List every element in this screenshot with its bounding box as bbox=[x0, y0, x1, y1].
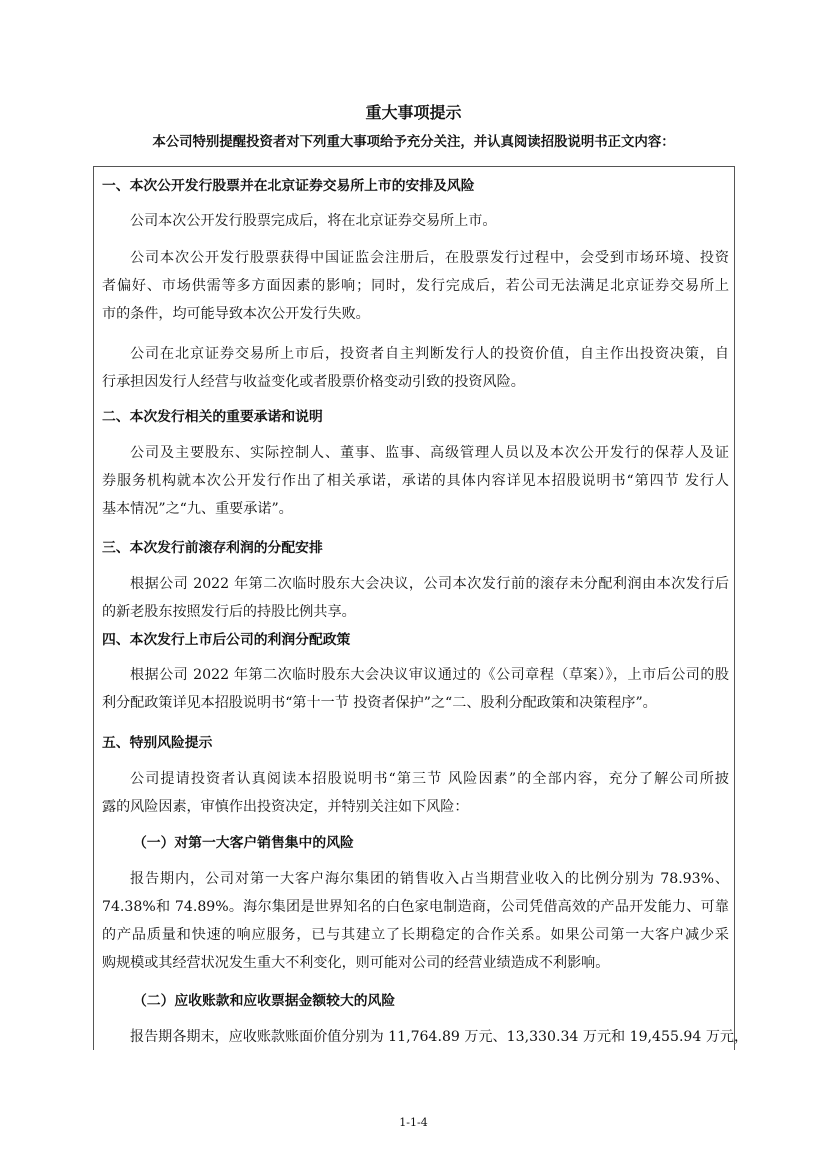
paragraph-line: 基本情况”之“九、重要承诺”。 bbox=[102, 501, 293, 517]
section-heading-1: 一、本次公开发行股票并在北京证券交易所上市的安排及风险 bbox=[102, 178, 475, 194]
paragraph-line: 露的风险因素，审慎作出投资决定，并特别关注如下风险： bbox=[102, 799, 469, 815]
paragraph-line: 公司本次公开发行股票获得中国证监会注册后，在股票发行过程中，会受到市场环境、投资 bbox=[130, 250, 729, 266]
paragraph-line: 74.38%和 74.89%。海尔集团是世界知名的白色家电制造商，公司凭借高效的产品开发能力、可靠 bbox=[102, 899, 729, 915]
paragraph-line: 报告期各期末，应收账款账面价值分别为 11,764.89 万元、13,330.34 万元和 19,455.94 万元， bbox=[130, 1029, 749, 1045]
paragraph-line: 购规模或其经营状况发生重大不利变化，则可能对公司的经营业绩造成不利影响。 bbox=[102, 955, 610, 971]
paragraph-line: 公司提请投资者认真阅读本招股说明书“第三节 风险因素”的全部内容，充分了解公司所披 bbox=[130, 771, 729, 787]
paragraph-line: 报告期内，公司对第一大客户海尔集团的销售收入占当期营业收入的比例分别为 78.93%、 bbox=[130, 871, 729, 887]
paragraph-line: 的新老股东按照发行后的持股比例共享。 bbox=[102, 604, 356, 620]
risk-heading-1: （一）对第一大客户销售集中的风险 bbox=[133, 835, 354, 851]
section-heading-2: 二、本次发行相关的重要承诺和说明 bbox=[102, 409, 323, 425]
section-heading-5: 五、特别风险提示 bbox=[102, 735, 213, 751]
paragraph-line: 根据公司 2022 年第二次临时股东大会决议审议通过的《公司章程（草案）》，上市后公司的股 bbox=[130, 667, 729, 683]
paragraph-line: 公司及主要股东、实际控制人、董事、监事、高级管理人员以及本次公开发行的保荐人及证 bbox=[130, 445, 729, 461]
section-heading-3: 三、本次发行前滚存利润的分配安排 bbox=[102, 540, 323, 556]
paragraph-line: 的产品质量和快速的响应服务，已与其建立了长期稳定的合作关系。如果公司第一大客户减少采 bbox=[102, 927, 729, 943]
page-number: 1-1-4 bbox=[399, 1116, 428, 1129]
paragraph-line: 者偏好、市场供需等多方面因素的影响；同时，发行完成后，若公司无法满足北京证券交易所上 bbox=[102, 278, 729, 294]
paragraph-line: 市的条件，均可能导致本次公开发行失败。 bbox=[102, 306, 370, 322]
section-heading-4: 四、本次发行上市后公司的利润分配政策 bbox=[102, 632, 351, 648]
paragraph-line: 根据公司 2022 年第二次临时股东大会决议，公司本次发行前的滚存未分配利润由本次发行后 bbox=[130, 576, 729, 592]
paragraph-line: 行承担因发行人经营与收益变化或者股票价格变动引致的投资风险。 bbox=[102, 374, 525, 390]
paragraph-line: 利分配政策详见本招股说明书“第十一节 投资者保护”之“二、股利分配政策和决策程序”。 bbox=[102, 695, 657, 711]
paragraph-line: 券服务机构就本次公开发行作出了相关承诺，承诺的具体内容详见本招股说明书“第四节 发行人 bbox=[102, 473, 729, 489]
paragraph-line: 公司在北京证券交易所上市后，投资者自主判断发行人的投资价值，自主作出投资决策，自 bbox=[130, 346, 729, 362]
paragraph-line: 公司本次公开发行股票完成后，将在北京证券交易所上市。 bbox=[130, 213, 497, 229]
page-title: 重大事项提示 bbox=[365, 103, 462, 122]
page-subtitle: 本公司特别提醒投资者对下列重大事项给予充分关注，并认真阅读招股说明书正文内容： bbox=[152, 135, 675, 150]
risk-heading-2: （二）应收账款和应收票据金额较大的风险 bbox=[133, 993, 396, 1009]
